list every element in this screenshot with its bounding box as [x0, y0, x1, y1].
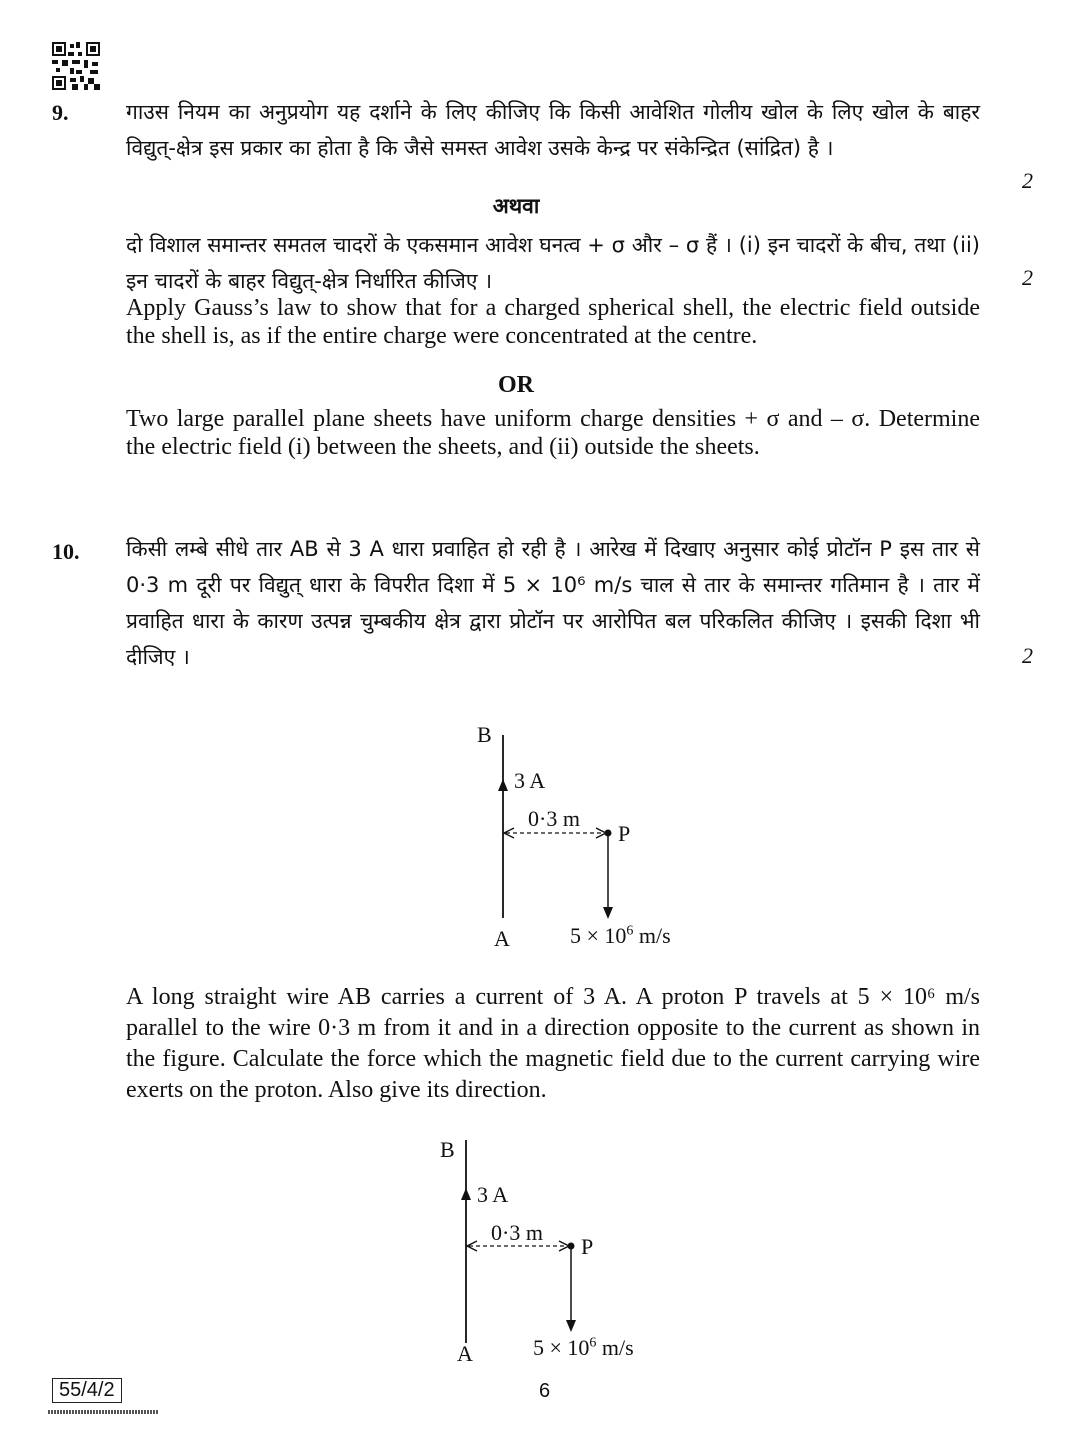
wire-proton-figure — [433, 1130, 693, 1375]
label-current: 3 A — [514, 768, 546, 793]
question-10-english-body: A long straight wire AB carries a current of 3 A. A proton P travels at 5 × 10⁶ m/s parallel to the wire 0·3 m from it and in a direction opposite to the current as shown in the figure. Calculate the force which the magnetic field due to the current carrying wire exerts on the proton. Also give its direction. — [126, 984, 980, 1103]
paper-code: 55/4/2 — [52, 1378, 122, 1403]
current-arrow-icon — [461, 1188, 471, 1200]
label-b: B — [440, 1137, 455, 1162]
page-number: 6 — [539, 1380, 551, 1402]
velocity-arrow-icon — [566, 1320, 576, 1332]
question-number: 9. — [52, 100, 69, 125]
label-speed-unit: m/s — [633, 923, 671, 948]
marks-label: 2 — [1022, 265, 1033, 290]
label-speed — [533, 1335, 634, 1361]
marks-label: 2 — [1022, 643, 1033, 668]
label-speed-unit: m/s — [596, 1335, 634, 1360]
label-speed — [570, 923, 671, 949]
label-p: P — [618, 821, 631, 846]
english-or-heading: OR — [498, 372, 534, 398]
velocity-arrow-icon — [603, 907, 613, 919]
current-arrow-icon — [498, 779, 508, 791]
question-9-english-alternative: Two large parallel plane sheets have uniform charge densities + σ and – σ. Determine the electric field (i) between the sheets, and (ii) outside the sheets. — [126, 406, 980, 460]
label-distance: 0·3 m — [528, 806, 580, 831]
label-a: A — [494, 926, 510, 951]
question-10-english-text — [126, 982, 980, 1106]
label-a: A — [457, 1341, 473, 1366]
label-speed-base: 5 × 10 — [570, 923, 627, 948]
label-p: P — [581, 1234, 594, 1259]
hindi-or-heading: अथवा — [492, 194, 540, 218]
question-10-hindi-text: किसी लम्बे सीधे तार AB से 3 A धारा प्रवाहित हो रही है । आरेख में दिखाए अनुसार कोई प्रोटॉन P इस तार से 0·3 m दूरी पर विद्युत् धारा के विपरीत दिशा में 5 × 10⁶ m/s चाल से तार के समान्तर गतिमान है । तार में प्रवाहित धारा के कारण उत्पन्न चुम्बकीय क्षेत्र द्वारा प्रोटॉन पर आरोपित बल परिकलित कीजिए । इसकी दिशा भी दीजिए । — [126, 537, 980, 669]
question-9-english-text: Apply Gauss’s law to show that for a charged spherical shell, the electric field outside the shell is, as if the entire charge were concentrated at the centre. — [126, 295, 980, 349]
footer-strip-decoration — [48, 1410, 158, 1414]
label-speed-base: 5 × 10 — [533, 1335, 590, 1360]
label-current: 3 A — [477, 1182, 509, 1207]
marks-label: 2 — [1022, 168, 1033, 193]
question-9-hindi-text: गाउस नियम का अनुप्रयोग यह दर्शाने के लिए कीजिए कि किसी आवेशित गोलीय खोल के लिए खोल के बाहर विद्युत्-क्षेत्र इस प्रकार का होता है कि जैसे समस्त आवेश उसके केन्द्र पर संकेन्द्रित (सांद्रित) है । — [126, 100, 980, 160]
qr-code-icon — [52, 42, 100, 90]
question-number: 10. — [52, 539, 80, 564]
wire-proton-figure — [470, 715, 730, 960]
label-b: B — [477, 722, 492, 747]
question-9-hindi-alternative: दो विशाल समान्तर समतल चादरों के एकसमान आवेश घनत्व + σ और – σ हैं । (i) इन चादरों के बीच, तथा (ii) इन चादरों के बाहर विद्युत्-क्षेत्र निर्धारित कीजिए । — [126, 233, 980, 293]
label-speed-exp: 6 — [626, 923, 634, 939]
label-distance: 0·3 m — [491, 1220, 543, 1245]
label-speed-exp: 6 — [589, 1335, 597, 1351]
